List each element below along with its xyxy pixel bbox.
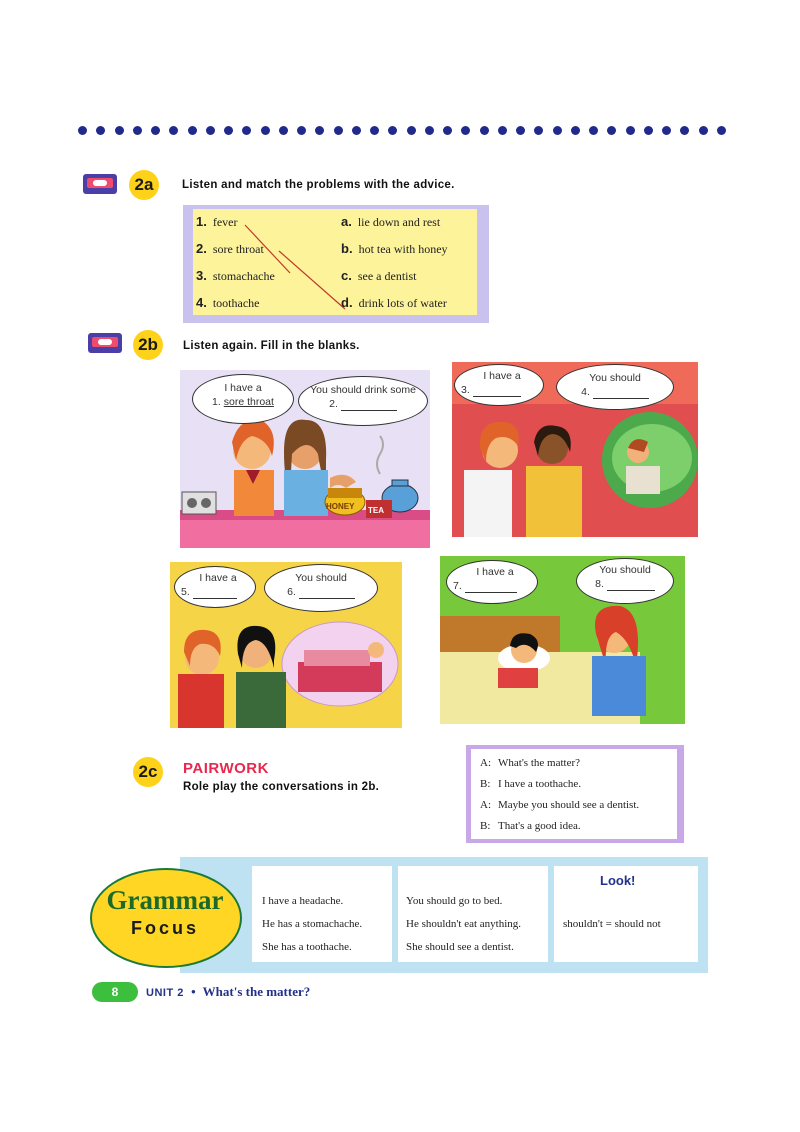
advice-item[interactable] (341, 214, 440, 230)
speech-bubble-1 (192, 374, 294, 424)
problem-number: 1. (196, 214, 207, 229)
answer-blank-3[interactable] (473, 386, 521, 397)
divider-dot (516, 126, 525, 135)
answer-blank-5[interactable] (193, 588, 237, 599)
grammar-sentence: She should see a dentist. (406, 941, 514, 953)
grammar-sentence: He shouldn't eat anything. (406, 918, 522, 930)
divider-dot (717, 126, 726, 135)
grammar-title: Grammar (106, 885, 224, 915)
thought-bubble-2 (298, 376, 428, 426)
blank-number: 8. (595, 578, 604, 590)
advice-text: see a dentist (357, 269, 417, 283)
comic-panel-1 (180, 370, 430, 548)
problem-item[interactable] (196, 268, 275, 284)
look-text: shouldn't = should not (563, 918, 661, 930)
comic-panel-4 (440, 556, 685, 724)
speech-bubble-8 (576, 558, 674, 604)
divider-dot (315, 126, 324, 135)
conversation-line (480, 757, 580, 769)
line-text: I have a toothache. (498, 778, 582, 790)
advice-text: hot tea with honey (358, 242, 448, 256)
speaker: A: (480, 757, 491, 769)
bubble-text: You should (589, 372, 641, 384)
divider-dot (443, 126, 452, 135)
advice-item[interactable] (341, 241, 448, 257)
bubble-text: You should (295, 572, 347, 584)
bubble-text: You should drink some (310, 384, 416, 396)
blank-number: 3. (461, 384, 470, 396)
exercise-badge-2c: 2c (133, 757, 163, 787)
divider-dot (261, 126, 270, 135)
exercise-badge-2b: 2b (133, 330, 163, 360)
answer-blank-6[interactable] (299, 588, 355, 599)
blank-number: 4. (581, 386, 590, 398)
exercise-badge-2a: 2a (129, 170, 159, 200)
cassette-icon[interactable] (88, 333, 122, 353)
divider-dot (334, 126, 343, 135)
answer-blank-4[interactable] (593, 388, 649, 399)
divider-dot (96, 126, 105, 135)
page-number: 8 (92, 982, 138, 1002)
honey-label: HONEY (326, 502, 355, 511)
look-title: Look! (600, 873, 636, 888)
grammar-sentence: He has a stomachache. (262, 918, 363, 930)
comic-panel-3 (170, 562, 402, 728)
divider-dot (370, 126, 379, 135)
line-text: Maybe you should see a dentist. (498, 799, 640, 811)
divider-dot (461, 126, 470, 135)
cassette-icon[interactable] (83, 174, 117, 194)
advice-text: lie down and rest (357, 215, 441, 229)
advice-letter: a. (341, 214, 352, 229)
divider-dot (352, 126, 361, 135)
blank-number: 1. (212, 396, 221, 408)
advice-item[interactable] (341, 295, 447, 311)
unit-title: What's the matter? (202, 984, 311, 999)
pairwork-title: PAIRWORK (183, 760, 269, 777)
divider-dot (133, 126, 142, 135)
divider-dot (571, 126, 580, 135)
problem-item[interactable] (196, 295, 260, 311)
divider-dot (498, 126, 507, 135)
instruction-2b: Listen again. Fill in the blanks. (183, 340, 360, 352)
thought-bubble-4 (556, 364, 674, 410)
bubble-text: I have a (224, 382, 262, 394)
divider-dot (553, 126, 562, 135)
divider-dot (297, 126, 306, 135)
divider-dot (662, 126, 671, 135)
footer-bullet: • (191, 984, 196, 999)
divider-dot (188, 126, 197, 135)
bubble-text: I have a (476, 566, 514, 578)
bubble-text: I have a (199, 572, 237, 584)
problem-text: fever (212, 215, 238, 229)
problem-number: 2. (196, 241, 207, 256)
dotted-divider (78, 126, 726, 140)
divider-dot (425, 126, 434, 135)
unit-footer (146, 984, 310, 1000)
divider-dot (242, 126, 251, 135)
divider-dot (151, 126, 160, 135)
advice-letter: b. (341, 241, 353, 256)
problem-item[interactable] (196, 214, 238, 230)
speaker: B: (480, 820, 491, 832)
answer-blank-2[interactable] (341, 400, 397, 411)
thought-bubble-6 (264, 564, 378, 612)
divider-dot (680, 126, 689, 135)
conversation-line (480, 778, 581, 790)
divider-dot (480, 126, 489, 135)
advice-text: drink lots of water (358, 296, 447, 310)
divider-dot (206, 126, 215, 135)
blank-number: 2. (329, 398, 338, 410)
advice-letter: d. (341, 295, 353, 310)
instruction-2a: Listen and match the problems with the advice. (182, 179, 455, 191)
divider-dot (607, 126, 616, 135)
divider-dot (78, 126, 87, 135)
speaker: A: (480, 799, 491, 811)
divider-dot (169, 126, 178, 135)
answer-blank-7[interactable] (465, 582, 517, 593)
advice-letter: c. (341, 268, 352, 283)
instruction-2c: Role play the conversations in 2b. (183, 781, 380, 793)
problem-number: 3. (196, 268, 207, 283)
speaker: B: (480, 778, 491, 790)
speech-bubble-3 (454, 364, 544, 406)
blank-number: 6. (287, 586, 296, 598)
filled-answer: sore throat (223, 396, 274, 408)
tea-label: TEA (368, 506, 384, 515)
conversation-line (480, 799, 639, 811)
problem-item[interactable] (196, 241, 264, 257)
line-text: That's a good idea. (498, 820, 581, 832)
bubble-text: You should (599, 564, 651, 576)
blank-number: 5. (181, 586, 190, 598)
divider-dot (388, 126, 397, 135)
focus-title: Focus (130, 918, 199, 938)
divider-dot (644, 126, 653, 135)
grammar-sentence: I have a headache. (262, 895, 344, 907)
speech-bubble-7 (446, 560, 538, 604)
divider-dot (407, 126, 416, 135)
line-text: What's the matter? (498, 757, 581, 769)
blank-number: 7. (453, 580, 462, 592)
problem-text: stomachache (212, 269, 275, 283)
bubble-text: I have a (483, 370, 521, 382)
speech-bubble-5 (174, 566, 256, 608)
divider-dot (534, 126, 543, 135)
grammar-sentence: She has a toothache. (262, 941, 352, 953)
divider-dot (626, 126, 635, 135)
unit-label: UNIT 2 (146, 987, 184, 999)
divider-dot (224, 126, 233, 135)
divider-dot (115, 126, 124, 135)
problem-text: sore throat (212, 242, 264, 256)
comic-panel-2 (452, 362, 698, 537)
divider-dot (589, 126, 598, 135)
advice-item[interactable] (341, 268, 417, 284)
problem-number: 4. (196, 295, 207, 310)
problem-text: toothache (212, 296, 260, 310)
match-line-2 (279, 251, 345, 309)
divider-dot (279, 126, 288, 135)
divider-dot (699, 126, 708, 135)
answer-blank-8[interactable] (607, 580, 655, 591)
grammar-sentence: You should go to bed. (406, 895, 503, 907)
conversation-line (480, 820, 581, 832)
